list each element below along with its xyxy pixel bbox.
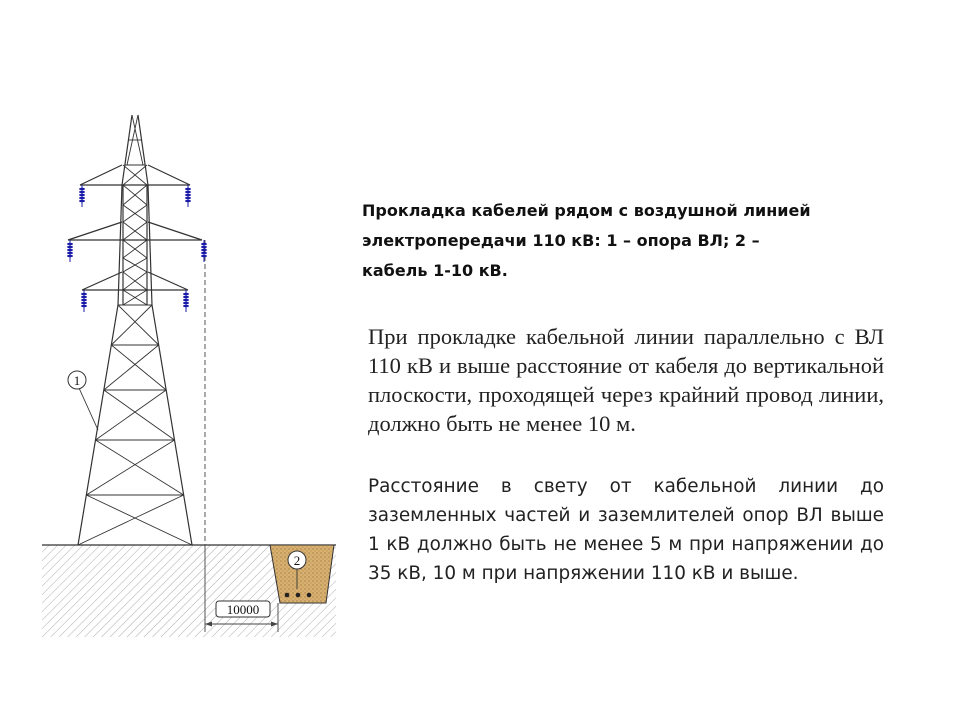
cable-3 [296,593,301,598]
lattice-member [86,495,192,545]
insulator-string [79,185,85,207]
cable-4 [307,593,312,598]
lattice-member [104,390,175,440]
cable-2 [285,593,290,598]
tower-lattice [78,115,192,545]
lattice-member [96,440,184,495]
caption-line-1: Прокладка кабелей рядом с воздушной линией [362,201,811,220]
tower-callout [68,371,98,430]
lattice-member [111,345,166,390]
caption-line-2: электропередачи 110 кВ: 1 – опора ВЛ; 2 – [362,231,760,250]
lattice-member [86,440,174,495]
paragraph-clearance: Расстояние в свету от кабельной линии до заземленных частей и заземлителей опор ВЛ выше 1 кВ должно быть не менее 5 м при напряжении до 35 кВ, 10 м при напряжении 110 кВ и выше. [368,476,884,584]
lattice-member [104,345,159,390]
caption-line-3: кабель 1-10 кВ. [362,261,508,280]
insulator-string [67,240,73,262]
tower-label: 1 [73,373,81,388]
lattice-member [96,390,167,440]
paragraph-parallel-distance: При прокладке кабельной линии параллельно с ВЛ 110 кВ и выше расстояние от кабеля до вертикальной плоскости, проходящей через крайний провод линии, должно быть не менее 10 м. [368,324,884,436]
tower-support [68,115,202,545]
insulators [67,185,207,312]
insulator-string [201,240,207,262]
figure-caption [362,196,842,286]
insulator-string [81,290,87,312]
insulator-string [185,185,191,207]
lattice-member [78,495,184,545]
distance-label: 10000 [226,602,260,617]
insulator-string [183,290,189,312]
cable-label: 2 [293,553,301,568]
